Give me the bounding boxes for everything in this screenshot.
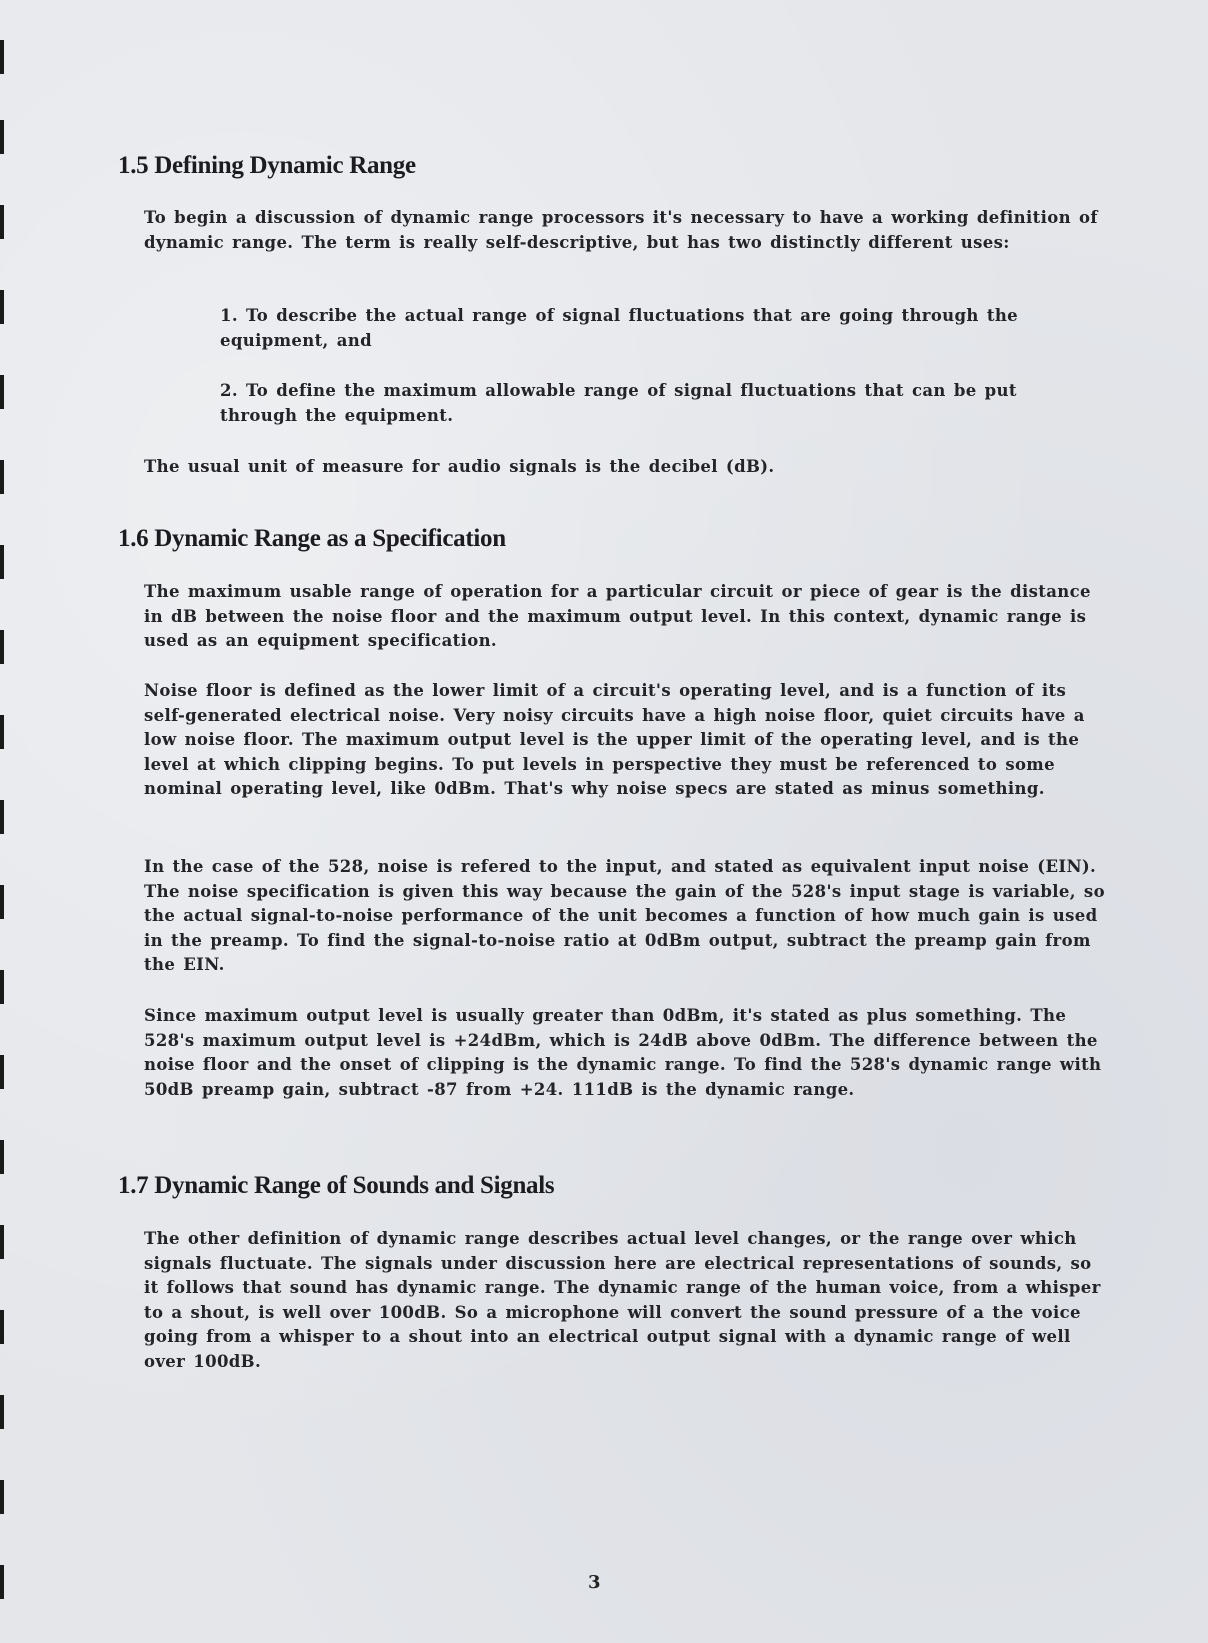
section-1-6-paragraph: Since maximum output level is usually greater than 0dBm, it's stated as plus something. The 528's maximum output level is +24dBm, which is 24dB above 0dBm. The difference between the noise floor and the onset of clipping is the dynamic range. To find the 528's dynamic range with 50dB preamp gain, subtract -87 from +24. 111dB is the dynamic range. [144, 1006, 1102, 1099]
section-1-5-closing: The usual unit of measure for audio signals is the decibel (dB). [144, 457, 775, 476]
binding-mark [0, 205, 4, 239]
section-1-6-paragraph: Noise floor is defined as the lower limit of a circuit's operating level, and is a function of its self-generated electrical noise. Very noisy circuits have a high noise floor, quiet circuits have a low noise floor. The maximum output level is the upper limit of the operating level, and is the level at which clipping begins. To put levels in perspective they must be referenced to some nominal operating level, like 0dBm. That's why noise specs are stated as minus something. [144, 681, 1085, 799]
section-1-5-list-item-1: 1. To describe the actual range of signal fluctuations that are going through the equipment, and [220, 306, 1019, 350]
binding-mark [0, 120, 4, 154]
binding-mark [0, 1140, 4, 1174]
binding-mark [0, 970, 4, 1004]
section-1-5-list-item-2: 2. To define the maximum allowable range of signal fluctuations that can be put through the equipment. [220, 381, 1017, 425]
binding-mark [0, 40, 4, 74]
binding-mark [0, 290, 4, 324]
binding-mark [0, 885, 4, 919]
section-heading-1-7: 1.7 Dynamic Range of Sounds and Signals [118, 1172, 555, 1199]
binding-mark [0, 1055, 4, 1089]
binding-mark [0, 1395, 4, 1429]
binding-mark [0, 1225, 4, 1259]
section-1-6-paragraph: The maximum usable range of operation for a particular circuit or piece of gear is the distance in dB between the noise floor and the maximum output level. In this context, dynamic range is used as an equipment specification. [144, 582, 1091, 651]
binding-mark [0, 460, 4, 494]
binding-mark [0, 375, 4, 409]
section-1-7-paragraph: The other definition of dynamic range describes actual level changes, or the range over which signals fluctuate. The signals under discussion here are electrical representations of sounds, so it follows that sound has dynamic range. The dynamic range of the human voice, from a whisper to a shout, is well over 100dB. So a microphone will convert the sound pressure of a the voice going from a whisper to a shout into an electrical output signal with a dynamic range of well over 100dB. [144, 1229, 1101, 1371]
page-number: 3 [588, 1572, 601, 1593]
binding-mark [0, 630, 4, 664]
section-1-5-intro: To begin a discussion of dynamic range processors it's necessary to have a working definition of dynamic range. The term is really self-descriptive, but has two distinctly different uses: [144, 208, 1098, 252]
section-1-6-paragraph: In the case of the 528, noise is refered to the input, and stated as equivalent input noise (EIN). The noise specification is given this way because the gain of the 528's input stage is variable, so the actual signal-to-noise performance of the unit becomes a function of how much gain is used in the preamp. To find the signal-to-noise ratio at 0dBm output, subtract the preamp gain from the EIN. [144, 857, 1105, 975]
binding-mark [0, 715, 4, 749]
binding-mark [0, 1565, 4, 1599]
section-heading-1-5: 1.5 Defining Dynamic Range [118, 152, 416, 179]
binding-mark [0, 1480, 4, 1514]
binding-mark [0, 1310, 4, 1344]
binding-mark [0, 545, 4, 579]
section-heading-1-6: 1.6 Dynamic Range as a Specification [118, 525, 506, 552]
binding-mark [0, 800, 4, 834]
